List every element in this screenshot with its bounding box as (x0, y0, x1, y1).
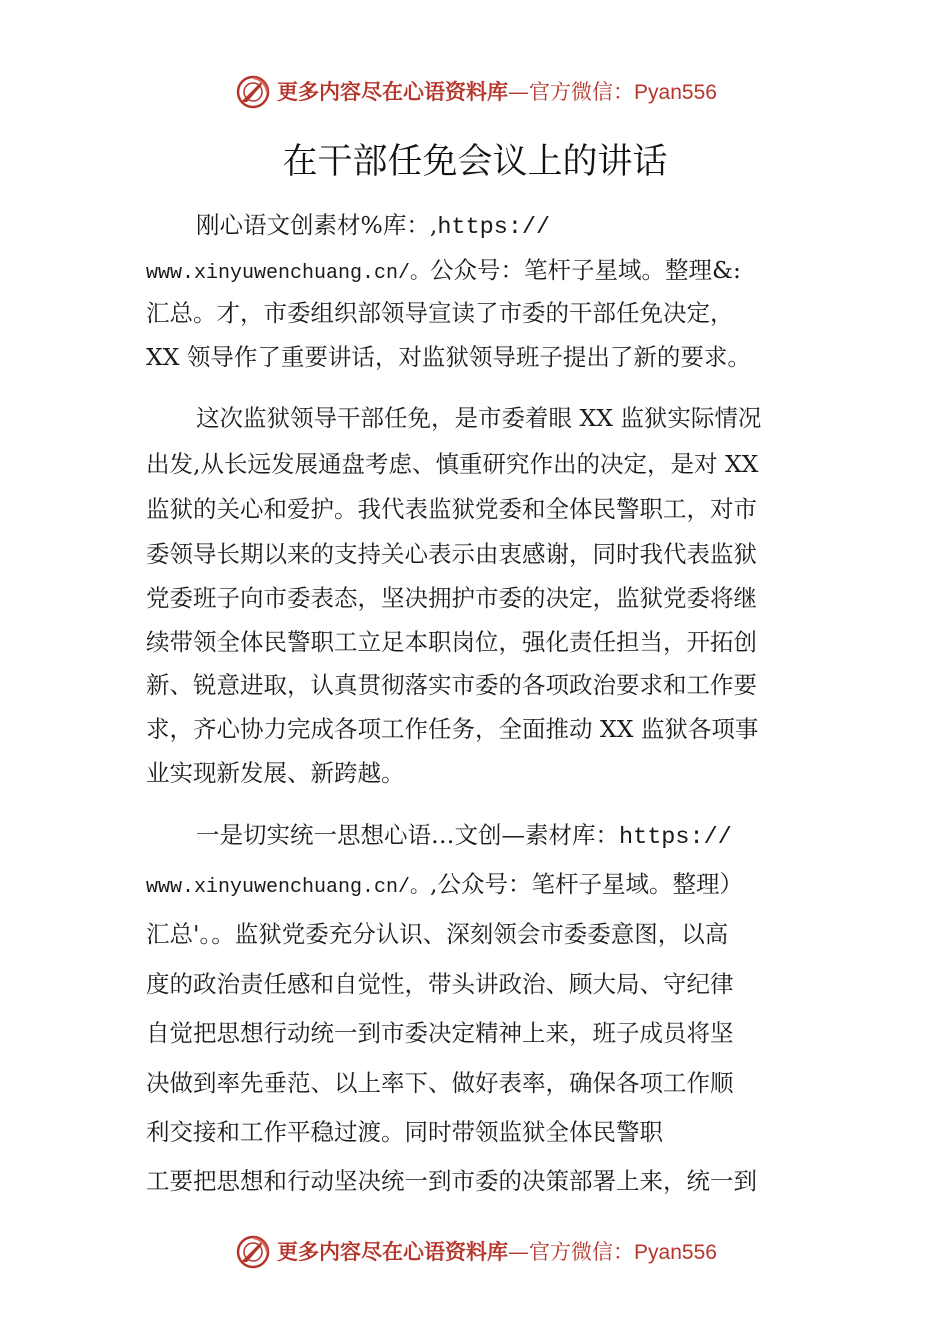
banner-wechat-id: Pyan556 (634, 1240, 717, 1264)
paragraph-3-line-3: 汇总'。。监狱党委充分认识、深刻领会市委委意图，以高 (146, 920, 729, 948)
header-watermark-banner (0, 72, 950, 112)
paragraph-2-line-5: 党委班子向市委表态，坚决拥护市委的决定，监狱党委将继 (146, 584, 757, 612)
paragraph-2-line-2: 出发,从长远发展通盘考虑、慎重研究作出的决定，是对 XX (146, 450, 759, 478)
paragraph-3-line-5: 自觉把思想行动统一到市委决定精神上来，班子成员将坚 (146, 1019, 734, 1047)
banner-official-text: —官方微信： (508, 79, 635, 104)
banner-text (277, 1232, 717, 1273)
paragraph-3-line-8: 工要把思想和行动坚决统一到市委的决策部署上来，统一到 (146, 1167, 757, 1195)
paragraph-3-line-6: 决做到率先垂范、以上率下、做好表率，确保各项工作顺 (146, 1069, 734, 1097)
paragraph-3-line-4: 度的政治责任感和自觉性，带头讲政治、顾大局、守纪律 (146, 970, 734, 998)
paragraph-2-line-1: 这次监狱领导干部任免，是市委着眼 XX 监狱实际情况 (196, 404, 762, 432)
paragraph-3-line-2: www.xinyuwenchuang.cn/。,公众号：笔杆子星域。整理） (146, 870, 744, 899)
banner-library-text: 更多内容尽在心语资料库 (277, 78, 509, 104)
xinyu-logo-icon (233, 72, 273, 112)
paragraph-1-line-3: 汇总。才，市委组织部领导宣读了市委的干部任免决定， (146, 299, 734, 327)
page-title: 在干部任免会议上的讲话 (282, 142, 668, 182)
paragraph-2-line-6: 续带领全体民警职工立足本职岗位，强化责任担当，开拓创 (146, 628, 757, 656)
paragraph-2-line-9: 业实现新发展、新跨越。 (146, 759, 405, 787)
paragraph-2-line-8: 求，齐心协力完成各项工作任务，全面推动 XX 监狱各项事 (146, 715, 759, 743)
paragraph-3-line-7: 利交接和工作平稳过渡。同时带领监狱全体民警职 (146, 1118, 663, 1146)
paragraph-3-line-1: 一是切实统一思想心语…文创—素材库：https:// (196, 821, 732, 851)
xinyu-logo-icon (233, 1232, 273, 1272)
paragraph-2-line-4: 委领导长期以来的支持关心表示由衷感谢，同时我代表监狱 (146, 540, 757, 568)
paragraph-2-line-7: 新、锐意进取，认真贯彻落实市委的各项政治要求和工作要 (146, 671, 757, 699)
footer-watermark-banner (0, 1232, 950, 1272)
banner-wechat-id: Pyan556 (634, 80, 717, 104)
paragraph-1-line-4: XX 领导作了重要讲话，对监狱领导班子提出了新的要求。 (146, 343, 751, 371)
banner-text (277, 72, 717, 113)
paragraph-1-line-1: 刚心语文创素材%库：,https:// (196, 211, 551, 241)
paragraph-1-line-2: www.xinyuwenchuang.cn/。公众号：笔杆子星域。整理&: (146, 256, 741, 285)
paragraph-2-line-3: 监狱的关心和爱护。我代表监狱党委和全体民警职工，对市 (146, 495, 757, 523)
banner-official-text: —官方微信： (508, 1239, 635, 1264)
banner-library-text: 更多内容尽在心语资料库 (277, 1238, 509, 1264)
